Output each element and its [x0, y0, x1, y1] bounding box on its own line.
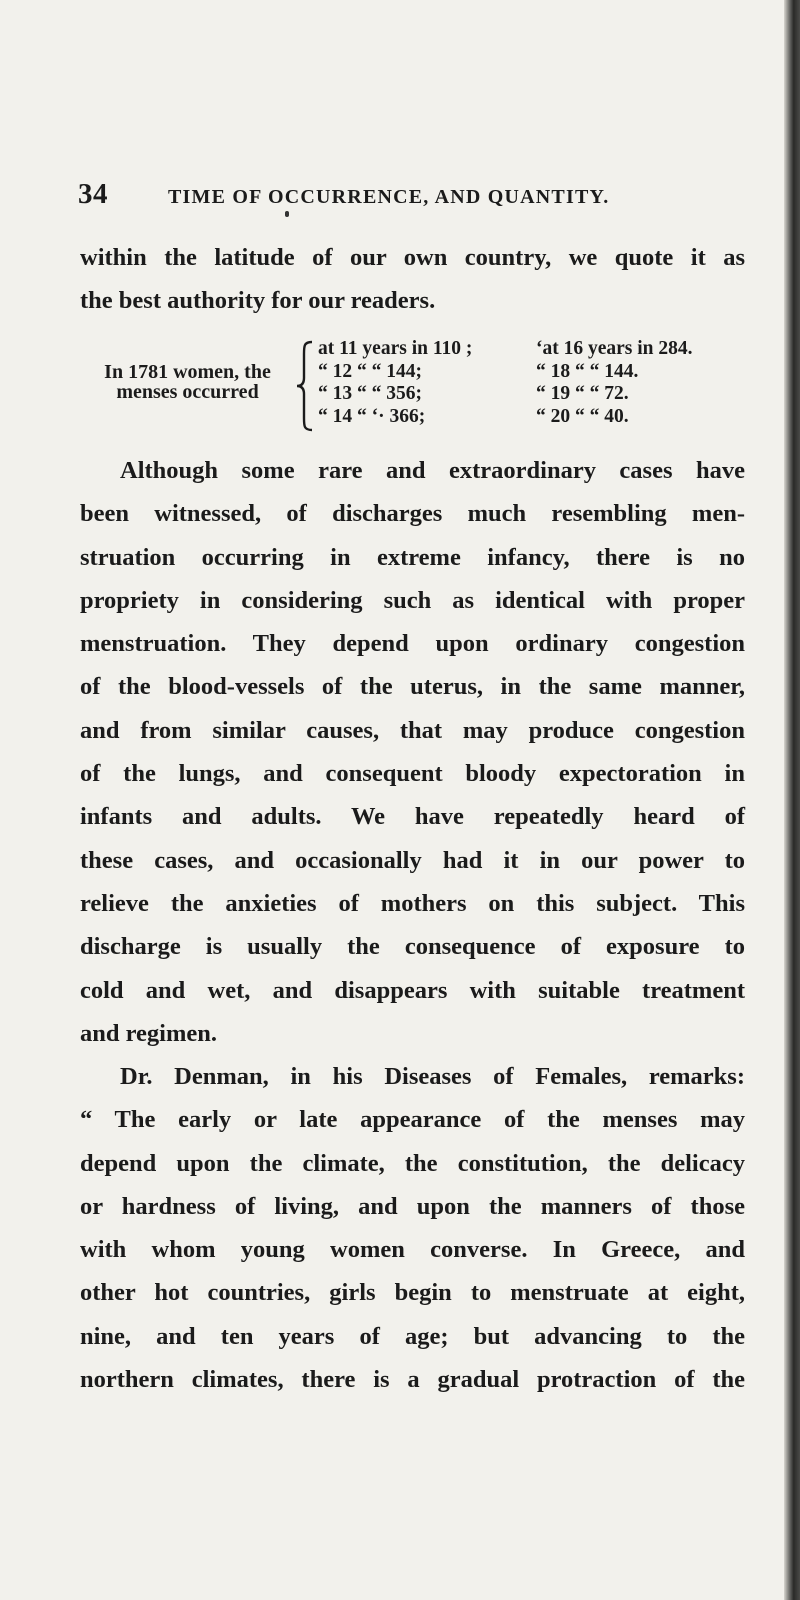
curly-brace-icon: [294, 340, 316, 432]
text-line: of the blood-vessels of the uterus, in the same manner,: [80, 673, 745, 701]
text-line: with whom young women converse. In Greece, and: [80, 1236, 745, 1264]
table-row: [318, 338, 758, 361]
text-line: and regimen.: [80, 1019, 218, 1047]
text-line: Dr. Denman, in his Diseases of Females, remarks:: [120, 1063, 745, 1090]
table-cell: at 11 years in 110 ;: [318, 338, 473, 359]
table-cell: “ 13 “ “ 356;: [318, 383, 422, 404]
text-line: discharge is usually the consequence of exposure to: [80, 933, 745, 961]
table-label: [80, 362, 295, 402]
text-line: depend upon the climate, the constitution, the delicacy: [80, 1149, 745, 1177]
table-cell: “ 19 “ “ 72.: [536, 383, 629, 404]
paragraph-2: [80, 1055, 745, 1401]
text-line: been witnessed, of discharges much resembling men-: [80, 500, 745, 528]
text-line: of the lungs, and consequent bloody expectoration in: [80, 760, 745, 788]
text-line: struation occurring in extreme infancy, there is no: [80, 543, 745, 571]
text-line: and from similar causes, that may produce congestion: [80, 716, 745, 744]
paragraph-1: [80, 449, 745, 1055]
table-cell: “ 20 “ “ 40.: [536, 405, 629, 427]
table-cell: ‘at 16 years in 284.: [536, 338, 693, 359]
text-line: relieve the anxieties of mothers on this subject. This: [80, 889, 745, 917]
text-line: infants and adults. We have repeatedly heard of: [80, 803, 745, 831]
running-title: TIME OF OCCURRENCE, AND QUANTITY.: [168, 186, 610, 208]
text-line: Although some rare and extraordinary cases have: [120, 457, 745, 484]
text-line: within the latitude of our own country, we quote it as: [80, 244, 745, 271]
page-header: [78, 178, 718, 211]
text-line: cold and wet, and disappears with suitable treatment: [80, 976, 745, 1004]
table-label-line: menses occurred: [116, 381, 259, 403]
menses-age-table: [80, 338, 760, 438]
print-speck: [285, 211, 289, 217]
text-line: “ The early or late appearance of the menses may: [80, 1106, 745, 1134]
table-label-line: In 1781 women, the: [104, 361, 271, 383]
table-row: [318, 361, 758, 384]
text-line: menstruation. They depend upon ordinary congestion: [80, 630, 745, 658]
text-line: nine, and ten years of age; but advancing to the: [80, 1322, 745, 1350]
page-binding-edge: [784, 0, 800, 1600]
intro-text: [80, 236, 745, 323]
table-cell: “ 14 “ ‘· 366;: [318, 405, 426, 427]
text-line: these cases, and occasionally had it in our power to: [80, 846, 745, 874]
page-number: 34: [78, 178, 108, 210]
table-rows: [318, 338, 758, 428]
table-cell: “ 18 “ “ 144.: [536, 360, 639, 382]
text-line: propriety in considering such as identical with proper: [80, 586, 745, 614]
text-line: northern climates, there is a gradual protraction of the: [80, 1366, 745, 1394]
table-row: [318, 383, 758, 406]
text-line: the best authority for our readers.: [80, 287, 436, 315]
text-line: other hot countries, girls begin to menstruate at eight,: [80, 1279, 745, 1307]
table-cell: “ 12 “ “ 144;: [318, 360, 422, 382]
text-line: or hardness of living, and upon the manners of those: [80, 1192, 745, 1220]
table-row: [318, 406, 758, 429]
